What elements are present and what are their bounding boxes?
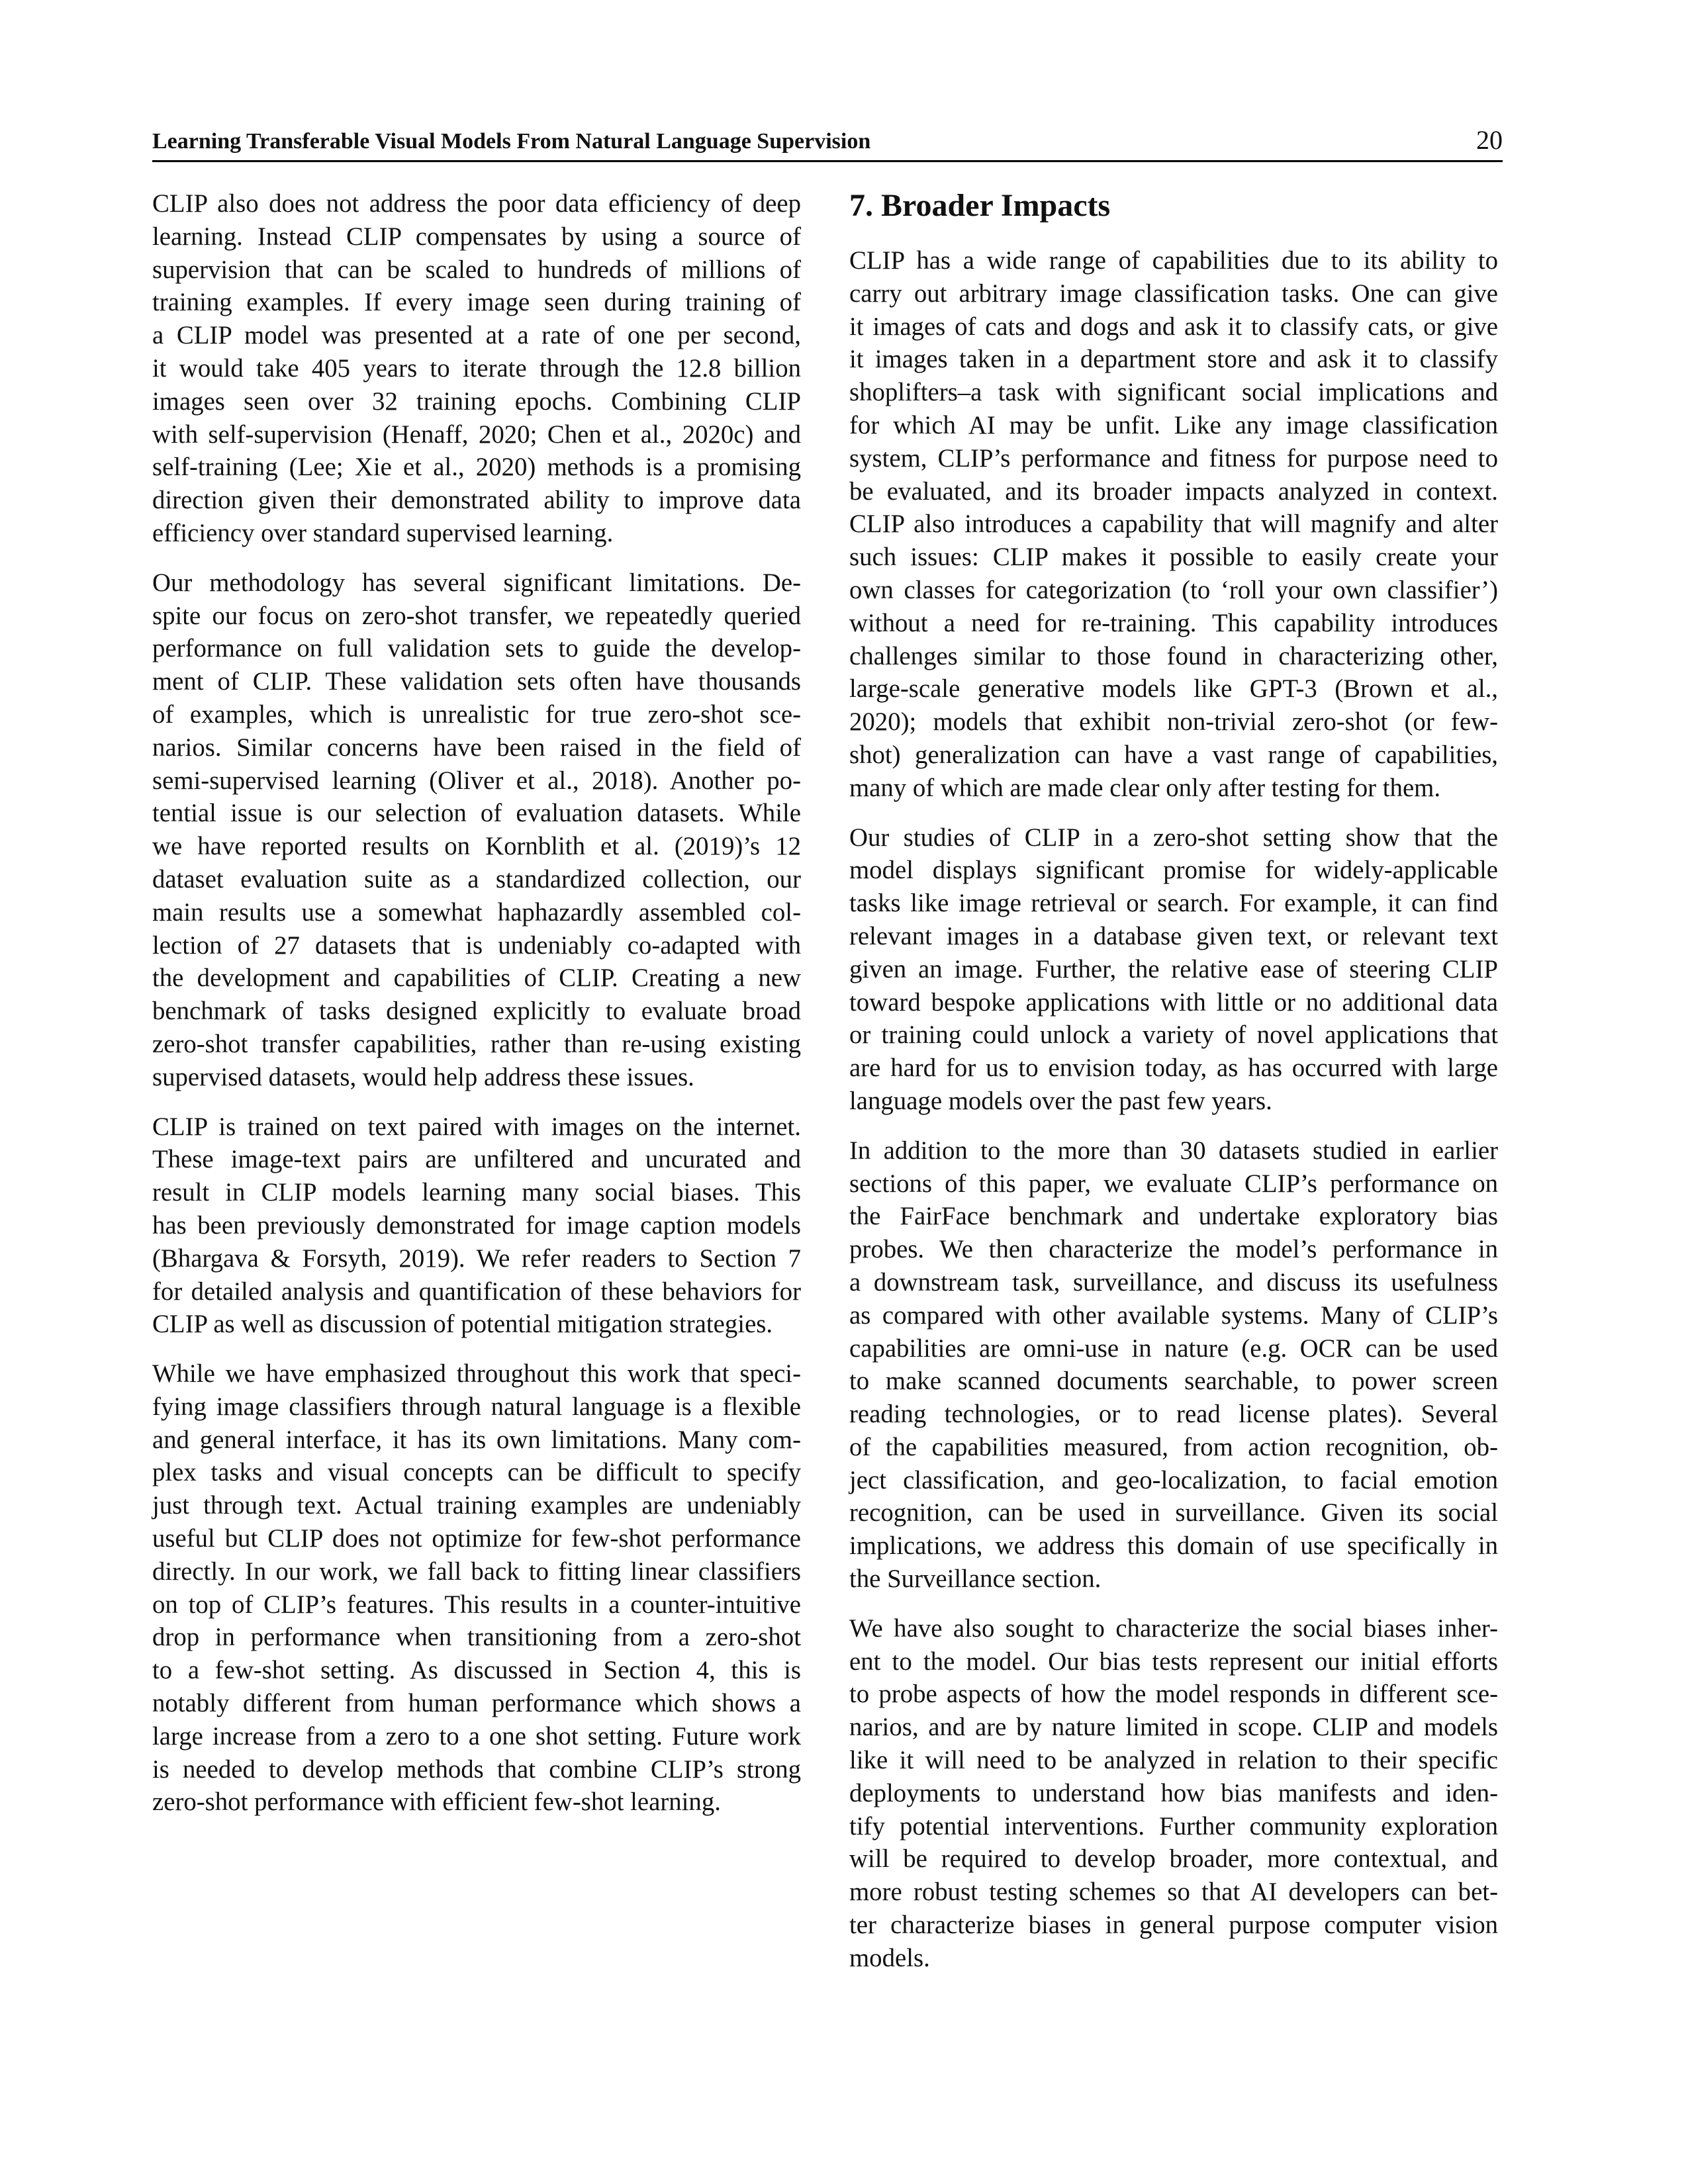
text-line: drop in performance when transitioning from a zero-shot: [152, 1623, 801, 1652]
text-line: performance on full validation sets to guide the develop-: [152, 634, 801, 663]
text-line: CLIP also does not address the poor data efficiency of deep: [152, 189, 801, 218]
text-line: for which AI may be unfit. Like any image classification: [849, 410, 1498, 439]
text-line: useful but CLIP does not optimize for few-shot performance: [152, 1524, 801, 1553]
text-line: benchmark of tasks designed explicitly to evaluate broad: [152, 997, 801, 1026]
text-line: shot) generalization can have a vast range of capabilities,: [849, 740, 1498, 769]
text-line: ment of CLIP. These validation sets often have thousands: [152, 667, 801, 696]
text-line: carry out arbitrary image classification tasks. One can give: [849, 279, 1498, 308]
text-line: with self-supervision (Henaff, 2020; Chen et al., 2020c) and: [152, 420, 801, 449]
text-line: on top of CLIP’s features. This results in a counter-intuitive: [152, 1590, 801, 1619]
text-line: deployments to understand how bias manifests and iden-: [849, 1778, 1498, 1807]
body-paragraph: [849, 821, 1498, 1118]
text-line: In addition to the more than 30 datasets studied in earlier: [849, 1136, 1498, 1165]
body-paragraph: [849, 1134, 1498, 1596]
text-line: for detailed analysis and quantification of these behaviors for: [152, 1277, 801, 1306]
text-line: ject classification, and geo-localization, to facial emotion: [849, 1465, 1498, 1494]
text-line: implications, we address this domain of use specifically in: [849, 1531, 1498, 1561]
text-line: given an image. Further, the relative ease of steering CLIP: [849, 954, 1498, 983]
text-line: learning. Instead CLIP compensates by using a source of: [152, 222, 801, 251]
page-number: 20: [1476, 125, 1503, 155]
text-line: training examples. If every image seen during training of: [152, 288, 801, 317]
text-line: just through text. Actual training examples are undeniably: [152, 1491, 801, 1520]
text-line: language models over the past few years.: [849, 1086, 1272, 1115]
text-line: probes. We then characterize the model’s performance in: [849, 1235, 1498, 1264]
running-title: Learning Transferable Visual Models From Natural Language Supervision: [152, 129, 871, 154]
text-line: zero-shot performance with efficient few-shot learning.: [152, 1788, 721, 1817]
body-paragraph: [849, 244, 1498, 805]
body-paragraph: [849, 1612, 1498, 1975]
body-paragraph: [152, 1111, 801, 1342]
text-line: large-scale generative models like GPT-3 (Brown et al.,: [849, 674, 1498, 704]
text-line: to probe aspects of how the model responds in different sce-: [849, 1680, 1498, 1709]
running-head: [152, 126, 1503, 162]
text-line: as compared with other available systems. Many of CLIP’s: [849, 1300, 1498, 1330]
section-heading: 7. Broader Impacts: [849, 188, 1111, 223]
text-line: direction given their demonstrated ability to improve data: [152, 486, 801, 515]
text-line: model displays significant promise for widely-applicable: [849, 856, 1498, 885]
text-line: of examples, which is unrealistic for true zero-shot sce-: [152, 700, 801, 729]
text-line: directly. In our work, we fall back to fitting linear classifiers: [152, 1557, 801, 1586]
body-paragraph: [152, 187, 801, 550]
text-line: narios, and are by nature limited in scope. CLIP and models: [849, 1713, 1498, 1742]
text-line: CLIP is trained on text paired with images on the internet.: [152, 1112, 801, 1141]
text-line: has been previously demonstrated for image caption models: [152, 1210, 801, 1240]
text-line: the Surveillance section.: [849, 1565, 1102, 1594]
text-line: tify potential interventions. Further community exploration: [849, 1811, 1498, 1841]
text-line: recognition, can be used in surveillance. Given its social: [849, 1498, 1498, 1527]
text-line: be evaluated, and its broader impacts analyzed in context.: [849, 477, 1498, 506]
text-line: and general interface, it has its own limitations. Many com-: [152, 1425, 801, 1454]
text-line: main results use a somewhat haphazardly assembled col-: [152, 897, 801, 927]
text-line: spite our focus on zero-shot transfer, we repeatedly queried: [152, 601, 801, 630]
text-line: CLIP as well as discussion of potential mitigation strategies.: [152, 1310, 773, 1339]
text-line: it images taken in a department store and ask it to classify: [849, 345, 1498, 374]
text-line: self-training (Lee; Xie et al., 2020) methods is a promising: [152, 453, 801, 482]
text-line: it would take 405 years to iterate through the 12.8 billion: [152, 353, 801, 383]
text-line: toward bespoke applications with little or no additional data: [849, 987, 1498, 1017]
text-line: the development and capabilities of CLIP. Creating a new: [152, 964, 801, 993]
body-paragraph: [152, 1357, 801, 1819]
text-line: tential issue is our selection of evaluation datasets. While: [152, 799, 801, 828]
text-line: reading technologies, or to read license plates). Several: [849, 1400, 1498, 1429]
text-line: challenges similar to those found in characterizing other,: [849, 641, 1498, 670]
body-paragraph: [152, 567, 801, 1094]
text-line: large increase from a zero to a one shot setting. Future work: [152, 1721, 801, 1751]
text-line: semi-supervised learning (Oliver et al., 2018). Another po-: [152, 766, 801, 795]
text-line: fying image classifiers through natural language is a flexible: [152, 1392, 801, 1421]
text-line: tasks like image retrieval or search. For example, it can find: [849, 889, 1498, 918]
text-line: are hard for us to envision today, as has occurred with large: [849, 1054, 1498, 1083]
text-line: sections of this paper, we evaluate CLIP’s performance on: [849, 1169, 1498, 1198]
text-line: CLIP has a wide range of capabilities due to its ability to: [849, 246, 1498, 275]
text-line: own classes for categorization (to ‘roll your own classifier’): [849, 575, 1498, 604]
text-line: will be required to develop broader, more contextual, and: [849, 1844, 1498, 1874]
text-line: efficiency over standard supervised learning.: [152, 518, 614, 547]
text-line: lection of 27 datasets that is undeniably co-adapted with: [152, 931, 801, 960]
text-line: models.: [849, 1943, 930, 1972]
right-column: [849, 187, 1498, 1991]
text-line: to make scanned documents searchable, to power screen: [849, 1367, 1498, 1396]
text-line: CLIP also introduces a capability that will magnify and alter: [849, 510, 1498, 539]
text-line: dataset evaluation suite as a standardized collection, our: [152, 864, 801, 893]
text-line: a downstream task, surveillance, and discuss its usefulness: [849, 1267, 1498, 1297]
text-line: the FairFace benchmark and undertake exploratory bias: [849, 1202, 1498, 1231]
text-line: notably different from human performance which shows a: [152, 1689, 801, 1718]
text-line: 2020); models that exhibit non-trivial zero-shot (or few-: [849, 707, 1498, 737]
text-line: While we have emphasized throughout this work that speci-: [152, 1359, 801, 1388]
text-line: capabilities are omni-use in nature (e.g. OCR can be used: [849, 1334, 1498, 1363]
text-line: such issues: CLIP makes it possible to easily create your: [849, 543, 1498, 572]
text-line: These image-text pairs are unfiltered and uncurated and: [152, 1145, 801, 1174]
text-line: narios. Similar concerns have been raised in the field of: [152, 733, 801, 762]
text-line: Our studies of CLIP in a zero-shot setting show that the: [849, 823, 1498, 852]
text-line: plex tasks and visual concepts can be difficult to specify: [152, 1458, 801, 1487]
text-line: without a need for re-training. This capability introduces: [849, 608, 1498, 637]
text-line: is needed to develop methods that combine CLIP’s strong: [152, 1754, 801, 1784]
text-line: like it will need to be analyzed in relation to their specific: [849, 1746, 1498, 1775]
text-line: a CLIP model was presented at a rate of one per second,: [152, 321, 801, 350]
text-line: images seen over 32 training epochs. Combining CLIP: [152, 387, 801, 416]
text-line: or training could unlock a variety of novel applications that: [849, 1021, 1498, 1050]
text-line: (Bhargava & Forsyth, 2019). We refer readers to Section 7: [152, 1244, 801, 1273]
text-line: more robust testing schemes so that AI developers can bet-: [849, 1878, 1498, 1907]
text-line: shoplifters–a task with significant social implications and: [849, 378, 1498, 407]
text-line: system, CLIP’s performance and fitness for purpose need to: [849, 443, 1498, 473]
text-line: it images of cats and dogs and ask it to classify cats, or give: [849, 312, 1498, 341]
text-line: zero-shot transfer capabilities, rather than re-using existing: [152, 1029, 801, 1058]
text-line: many of which are made clear only after testing for them.: [849, 773, 1441, 802]
text-line: relevant images in a database given text, or relevant text: [849, 921, 1498, 950]
text-line: ent to the model. Our bias tests represent our initial efforts: [849, 1647, 1498, 1676]
text-line: ter characterize biases in general purpose computer vision: [849, 1911, 1498, 1940]
text-line: of the capabilities measured, from action recognition, ob-: [849, 1432, 1498, 1461]
text-line: result in CLIP models learning many social biases. This: [152, 1178, 801, 1207]
text-line: supervised datasets, would help address these issues.: [152, 1062, 694, 1091]
text-line: we have reported results on Kornblith et al. (2019)’s 12: [152, 832, 801, 861]
left-column: [152, 187, 801, 1835]
text-line: to a few-shot setting. As discussed in Section 4, this is: [152, 1656, 801, 1685]
text-line: supervision that can be scaled to hundreds of millions of: [152, 255, 801, 284]
text-line: Our methodology has several significant limitations. De-: [152, 568, 801, 597]
text-line: We have also sought to characterize the social biases inher-: [849, 1614, 1498, 1643]
